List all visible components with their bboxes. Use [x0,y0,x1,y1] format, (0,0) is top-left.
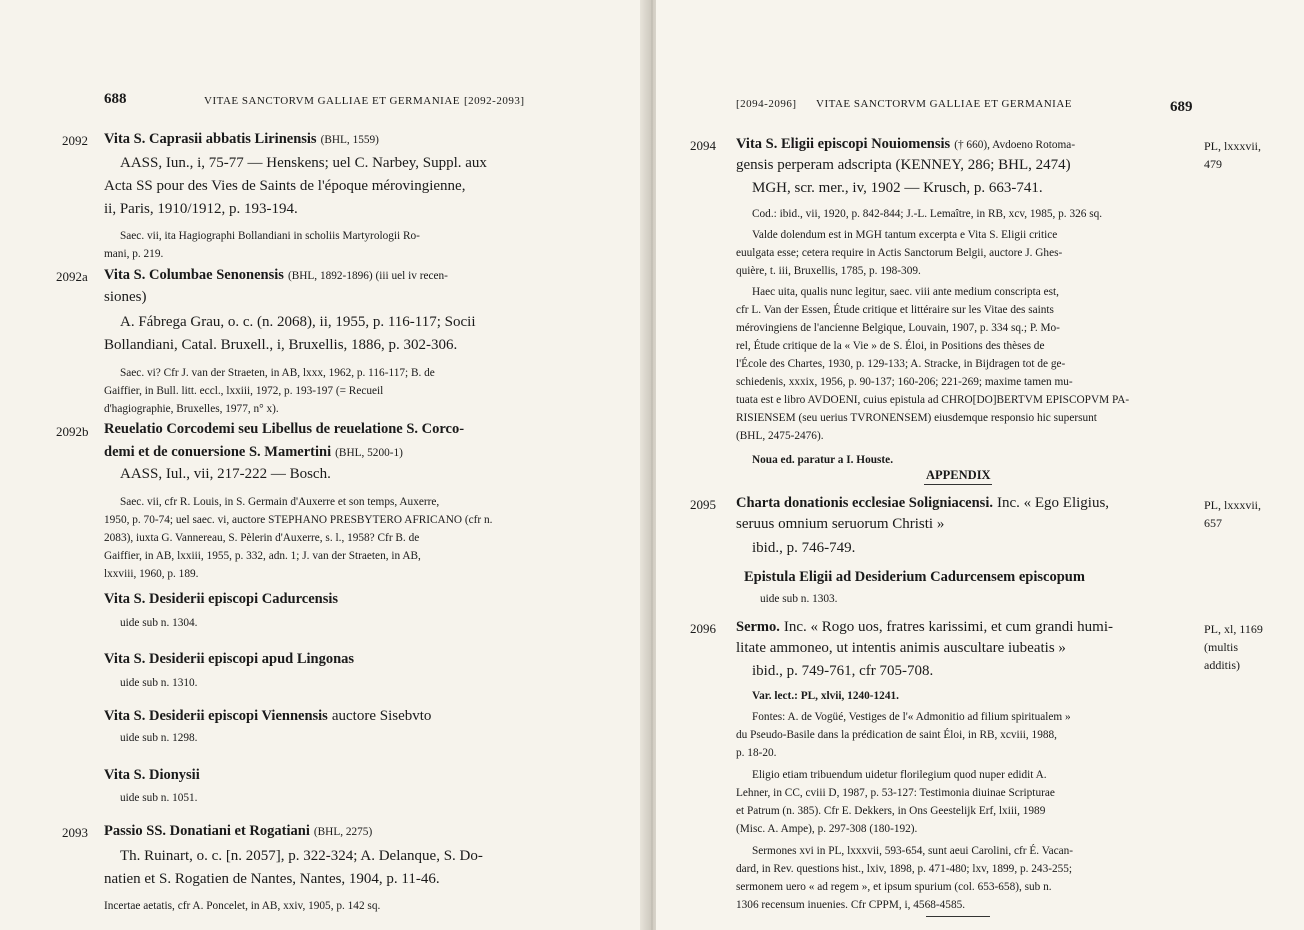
note-line: (BHL, 2475-2476). [736,430,824,442]
entry-title: Vita S. Eligii episcopi Nouiomensis († 660), Avdoeno Rotoma- [736,136,1076,152]
entry-line: Bollandiani, Catal. Bruxell., i, Bruxellis, 1886, p. 302-306. [104,337,458,353]
fontes-line: Fontes: A. de Vogüé, Vestiges de l'« Admonitio ad filium spiritualem » [752,711,1071,723]
appendix-heading: APPENDIX [926,468,991,482]
margin-ref: (multis [1204,640,1239,654]
entry-title: Vita S. Caprasii abbatis Lirinensis (BHL, 1559) [104,131,379,147]
entry-line: AASS, Iun., i, 75-77 — Henskens; uel C. Narbey, Suppl. aux [120,155,487,171]
note-line: Saec. vii, ita Hagiographi Bollandiani in scholiis Martyrologii Ro- [120,230,420,242]
entry-line: Acta SS pour des Vies de Saints de l'époque mérovingienne, [104,178,466,194]
entry-title: Reuelatio Corcodemi seu Libellus de reuelatione S. Corco- [104,421,465,437]
note-line: (Misc. A. Ampe), p. 297-308 (180-192). [736,823,918,835]
margin-ref: PL, lxxxvii, [1204,139,1262,153]
note-line: euulgata esse; cetera require in Actis Sanctorum Belgii, auctore J. Ghes- [736,247,1063,259]
entry-line: natien et S. Rogatien de Nantes, Nantes, 1904, p. 11-46. [104,871,440,887]
xref-title: Vita S. Desiderii episcopi Viennensis auctore Sisebvto [104,708,432,724]
note-line: Haec uita, qualis nunc legitur, saec. viii ante medium conscripta est, [752,286,1059,298]
note-line: lxxviii, 1960, p. 189. [104,568,199,580]
note-line: Gaiffier, in Bull. litt. eccl., lxxiii, 1972, p. 193-197 (= Recueil [104,385,384,397]
end-rule [926,916,990,917]
entry-line: ii, Paris, 1910/1912, p. 193-194. [104,201,298,217]
fontes-line: p. 18-20. [736,747,777,759]
entry-number: 2092 [62,133,88,148]
note-line: cfr L. Van der Essen, Étude critique et littéraire sur les Vitae des saints [736,304,1054,316]
note-line: et Patrum (n. 385). Cfr E. Dekkers, in Ons Geestelijk Erf, lxiii, 1989 [736,805,1046,817]
note-line: Eligio etiam tribuendum uidetur florilegium quod nuper edidit A. [752,769,1047,781]
entry-title-cont: litate ammoneo, ut intentis animis auscultare iubeatis » [736,640,1066,656]
note-line: RISIENSEM (seu uerius TVRONENSEM) eiusdemque responsio hic supersunt [736,412,1097,424]
entry-line: Th. Ruinart, o. c. [n. 2057], p. 322-324; A. Delanque, S. Do- [120,848,483,864]
note-line: Sermones xvi in PL, lxxxvii, 593-654, sunt aeui Carolini, cfr É. Vacan- [752,845,1074,857]
running-title: VITAE SANCTORVM GALLIAE ET GERMANIAE [816,98,1072,110]
xref-title: Vita S. Desiderii episcopi apud Lingonas [104,651,355,667]
margin-ref: 479 [1204,157,1222,171]
note-line: Gaiffier, in AB, lxxiii, 1955, p. 332, adn. 1; J. van der Straeten, in AB, [104,550,421,562]
entry-title: Sermo. Inc. « Rogo uos, fratres karissimi, et cum grandi humi- [736,619,1113,635]
note-line: dard, in Rev. questions hist., lxiv, 1898, p. 471-480; lxv, 1899, p. 243-255; [736,863,1073,875]
xref-title: Vita S. Dionysii [104,767,200,783]
entry-line: AASS, Iul., vii, 217-222 — Bosch. [120,466,331,482]
note-line: 1306 recensum inuenies. Cfr CPPM, i, 4568-4585. [736,899,966,911]
note-line: Valde dolendum est in MGH tantum excerpta e Vita S. Eligii critice [752,229,1058,241]
entry-number: 2096 [690,621,716,636]
entry-title-cont: seruus omnium seruorum Christi » [736,516,945,532]
note-line: mérovingiens de l'ancienne Belgique, Louvain, 1907, p. 334 sq.; P. Mo- [736,322,1060,334]
entry-line: A. Fábrega Grau, o. c. (n. 2068), ii, 1955, p. 116-117; Socii [120,314,476,330]
note-line: Saec. vi? Cfr J. van der Straeten, in AB, lxxx, 1962, p. 116-117; B. de [120,367,435,379]
entry-title: Vita S. Columbae Senonensis (BHL, 1892-1896) (iii uel iv recen- [104,267,448,283]
left-page [0,0,648,930]
xref-see: uide sub n. 1298. [120,732,198,744]
running-title: VITAE SANCTORVM GALLIAE ET GERMANIAE [204,95,460,107]
entry-title: Charta donationis ecclesiae Soligniacensi. Inc. « Ego Eligius, [736,495,1110,511]
entry-title-cont: siones) [104,289,147,305]
page-range: [2094-2096] [736,98,797,110]
note-line: schiedenis, xxxix, 1956, p. 90-137; 160-206; 221-269; maxime tamen mu- [736,376,1073,388]
note-line: tuata est e libro AVDOENI, cuius epistula ad CHRO[DO]BERTVM EPISCOPVM PA- [736,394,1130,406]
entry-number: 2092b [56,424,89,439]
entry-number: 2093 [62,825,88,840]
note-line: rel, Étude critique de la « Vie » de S. Éloi, in Positions des thèses de [736,340,1045,352]
note-line: Lehner, in CC, cviii D, 1987, p. 53-127: Testimonia diuinae Scripturae [736,787,1055,799]
cod-line: Cod.: ibid., vii, 1920, p. 842-844; J.-L. Lemaître, in RB, xcv, 1985, p. 326 sq. [752,208,1103,220]
xref-title: Epistula Eligii ad Desiderium Cadurcensem episcopum [744,569,1085,585]
note-line: quière, t. iii, Bruxellis, 1785, p. 198-309. [736,265,921,277]
entry-line: ibid., p. 746-749. [752,540,856,556]
fontes-line: du Pseudo-Basile dans la prédication de saint Éloi, in RB, xcviii, 1988, [736,729,1057,741]
entry-number: 2092a [56,269,88,284]
entry-number: 2094 [690,138,716,153]
page-number: 689 [1170,99,1193,115]
note-line: mani, p. 219. [104,248,164,260]
entry-title-cont: gensis perperam adscripta (KENNEY, 286; BHL, 2474) [736,157,1071,173]
xref-see: uide sub n. 1310. [120,677,198,689]
note-line: sermonem uero « ad regem », et ipsum spurium (col. 653-658), sub n. [736,881,1052,893]
margin-ref: 657 [1204,516,1222,530]
xref-see: uide sub n. 1303. [760,593,838,605]
entry-line: MGH, scr. mer., iv, 1902 — Krusch, p. 663-741. [752,180,1043,196]
margin-ref: additis) [1204,658,1240,672]
entry-title: Passio SS. Donatiani et Rogatiani (BHL, 2275) [104,823,373,839]
var-lect-line: Var. lect.: PL, xlvii, 1240-1241. [752,690,899,702]
page-number: 688 [104,91,127,107]
note-line: 2083), iuxta G. Vannereau, S. Pèlerin d'Auxerre, s. l., 1958? Cfr B. de [104,532,420,544]
xref-title: Vita S. Desiderii episcopi Cadurcensis [104,591,339,607]
entry-line: ibid., p. 749-761, cfr 705-708. [752,663,934,679]
entry-number: 2095 [690,497,716,512]
right-page [656,0,1304,930]
note-line: Incertae aetatis, cfr A. Poncelet, in AB, xxiv, 1905, p. 142 sq. [104,900,381,912]
note-line: d'hagiographie, Bruxelles, 1977, n° x). [104,403,279,415]
xref-see: uide sub n. 1304. [120,617,198,629]
noua-ed-line: Noua ed. paratur a I. Houste. [752,454,894,466]
margin-ref: PL, lxxxvii, [1204,498,1262,512]
margin-ref: PL, xl, 1169 [1204,622,1263,636]
note-line: 1950, p. 70-74; uel saec. vi, auctore STEPHANO PRESBYTERO AFRICANO (cfr n. [104,514,493,526]
xref-see: uide sub n. 1051. [120,792,198,804]
note-line: l'École des Chartes, 1930, p. 129-133; A. Stracke, in Bijdragen tot de ge- [736,358,1066,370]
page-range: [2092-2093] [464,95,525,107]
entry-title-cont: demi et de conuersione S. Mamertini (BHL, 5200-1) [104,444,403,460]
note-line: Saec. vii, cfr R. Louis, in S. Germain d'Auxerre et son temps, Auxerre, [120,496,440,508]
appendix-rule [924,484,992,485]
